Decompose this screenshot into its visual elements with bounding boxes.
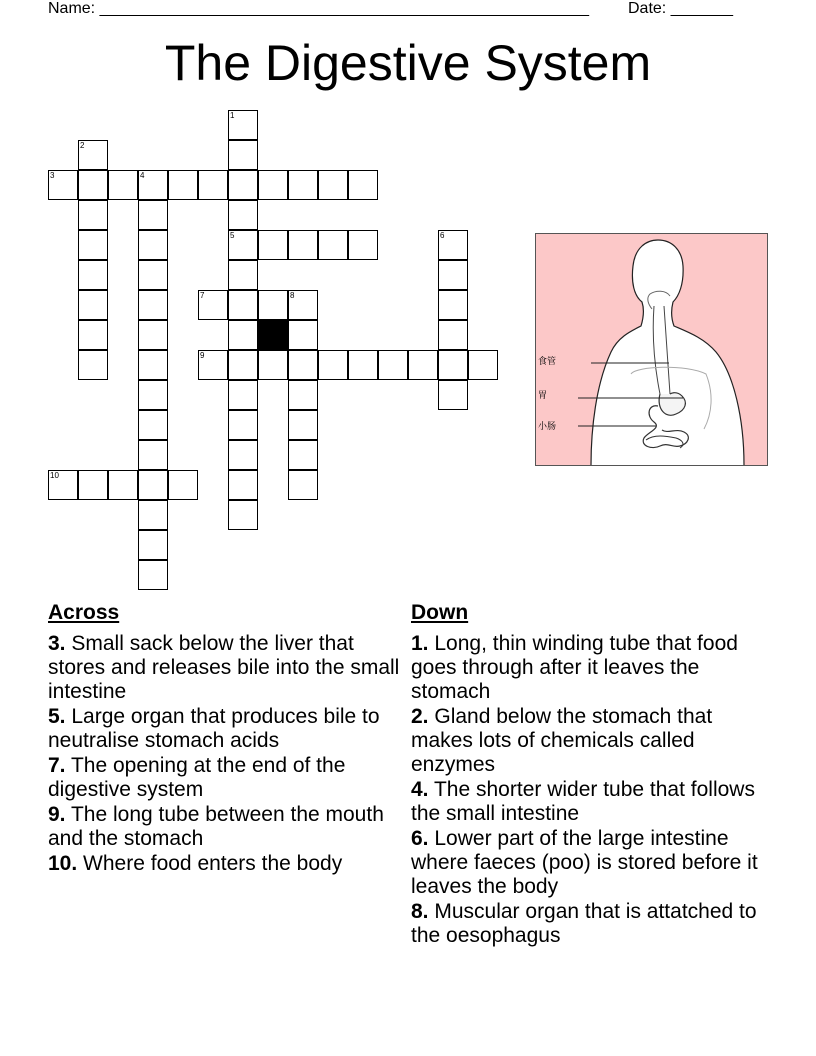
grid-cell[interactable] [48, 170, 78, 200]
grid-cell[interactable] [138, 290, 168, 320]
grid-cell[interactable] [138, 260, 168, 290]
human-torso-diagram [536, 234, 767, 465]
grid-cell[interactable] [258, 350, 288, 380]
grid-cell[interactable] [348, 170, 378, 200]
grid-cell[interactable] [78, 200, 108, 230]
down-heading: Down [411, 601, 469, 624]
grid-cell[interactable] [228, 230, 258, 260]
grid-cell[interactable] [408, 350, 438, 380]
label-stomach: 胃 [538, 391, 548, 401]
cell-number: 5 [230, 231, 235, 240]
grid-cell[interactable] [288, 440, 318, 470]
grid-cell[interactable] [138, 440, 168, 470]
grid-cell[interactable] [228, 500, 258, 530]
grid-cell[interactable] [138, 560, 168, 590]
grid-cell[interactable] [468, 350, 498, 380]
cell-number: 4 [140, 171, 145, 180]
cell-number: 7 [200, 291, 205, 300]
clue-across-7: 7. The opening at the end of the digestive system [48, 754, 346, 801]
cell-number: 8 [290, 291, 295, 300]
grid-cell[interactable] [318, 350, 348, 380]
grid-cell[interactable] [288, 170, 318, 200]
cell-number: 9 [200, 351, 205, 360]
grid-cell[interactable] [318, 230, 348, 260]
grid-cell[interactable] [78, 470, 108, 500]
date-field: Date: _______ [628, 0, 733, 17]
grid-cell[interactable] [438, 290, 468, 320]
grid-cell[interactable] [288, 320, 318, 350]
grid-cell[interactable] [138, 530, 168, 560]
grid-cell[interactable] [348, 230, 378, 260]
grid-cell[interactable] [78, 230, 108, 260]
grid-cell[interactable] [258, 170, 288, 200]
grid-cell[interactable] [138, 230, 168, 260]
grid-cell[interactable] [228, 380, 258, 410]
grid-cell[interactable] [78, 320, 108, 350]
clue-down-4: 4. The shorter wider tube that follows the small intestine [411, 778, 755, 825]
grid-cell[interactable] [168, 170, 198, 200]
grid-cell[interactable] [228, 110, 258, 140]
grid-cell[interactable] [348, 350, 378, 380]
grid-cell[interactable] [438, 260, 468, 290]
grid-cell[interactable] [228, 350, 258, 380]
grid-cell[interactable] [198, 170, 228, 200]
grid-cell[interactable] [258, 230, 288, 260]
grid-cell[interactable] [138, 320, 168, 350]
header-line [48, 0, 768, 18]
cell-number: 3 [50, 171, 55, 180]
grid-cell[interactable] [228, 170, 258, 200]
grid-cell[interactable] [228, 320, 258, 350]
grid-cell[interactable] [288, 410, 318, 440]
grid-cell[interactable] [48, 470, 78, 500]
grid-cell[interactable] [228, 260, 258, 290]
grid-cell[interactable] [138, 200, 168, 230]
grid-cell[interactable] [198, 350, 228, 380]
grid-cell[interactable] [228, 290, 258, 320]
clue-down-6: 6. Lower part of the large intestine where faeces (poo) is stored before it leaves the body [411, 827, 758, 898]
grid-cell[interactable] [438, 320, 468, 350]
cell-number: 2 [80, 141, 85, 150]
grid-cell[interactable] [288, 230, 318, 260]
name-field: Name: _______________________________________________________ [48, 0, 589, 17]
grid-cell[interactable] [438, 350, 468, 380]
clue-down-2: 2. Gland below the stomach that makes lots of chemicals called enzymes [411, 705, 713, 776]
grid-cell[interactable] [258, 290, 288, 320]
across-clues [48, 599, 403, 877]
grid-cell[interactable] [78, 140, 108, 170]
grid-cell[interactable] [138, 170, 168, 200]
grid-cell[interactable] [288, 380, 318, 410]
grid-cell[interactable] [138, 500, 168, 530]
grid-cell[interactable] [138, 380, 168, 410]
grid-cell[interactable] [138, 350, 168, 380]
grid-cell[interactable] [78, 350, 108, 380]
page-title: The Digestive System [164, 35, 652, 91]
grid-cell[interactable] [108, 470, 138, 500]
label-esophagus: 食管 [538, 357, 557, 367]
cell-number: 1 [230, 111, 235, 120]
label-small-intestine: 小肠 [538, 422, 557, 432]
cell-number: 6 [440, 231, 445, 240]
blocked-cell [258, 320, 288, 350]
grid-cell[interactable] [228, 410, 258, 440]
clue-down-8: 8. Muscular organ that is attatched to the oesophagus [411, 900, 757, 947]
across-heading: Across [48, 601, 120, 624]
clue-across-3: 3. Small sack below the liver that stores and releases bile into the small intestine [48, 632, 400, 703]
clue-down-1: 1. Long, thin winding tube that food goes through after it leaves the stomach [411, 632, 738, 703]
grid-cell[interactable] [108, 170, 138, 200]
digestive-system-illustration [535, 233, 768, 466]
grid-cell[interactable] [138, 410, 168, 440]
clue-across-9: 9. The long tube between the mouth and the stomach [48, 803, 384, 850]
clue-across-10: 10. Where food enters the body [48, 852, 343, 875]
grid-cell[interactable] [228, 200, 258, 230]
grid-cell[interactable] [228, 140, 258, 170]
grid-cell[interactable] [288, 350, 318, 380]
grid-cell[interactable] [438, 380, 468, 410]
grid-cell[interactable] [318, 170, 348, 200]
crossword-grid [48, 110, 498, 590]
grid-cell[interactable] [378, 350, 408, 380]
grid-cell[interactable] [168, 470, 198, 500]
cell-number: 10 [50, 471, 59, 480]
grid-cell[interactable] [228, 470, 258, 500]
grid-cell[interactable] [138, 470, 168, 500]
down-clues [411, 599, 766, 949]
clue-across-5: 5. Large organ that produces bile to neutralise stomach acids [48, 705, 380, 752]
grid-cell[interactable] [438, 230, 468, 260]
grid-cell[interactable] [78, 260, 108, 290]
grid-cell[interactable] [78, 170, 108, 200]
grid-cell[interactable] [288, 290, 318, 320]
grid-cell[interactable] [78, 290, 108, 320]
grid-cell[interactable] [228, 440, 258, 470]
grid-cell[interactable] [198, 290, 228, 320]
grid-cell[interactable] [288, 470, 318, 500]
